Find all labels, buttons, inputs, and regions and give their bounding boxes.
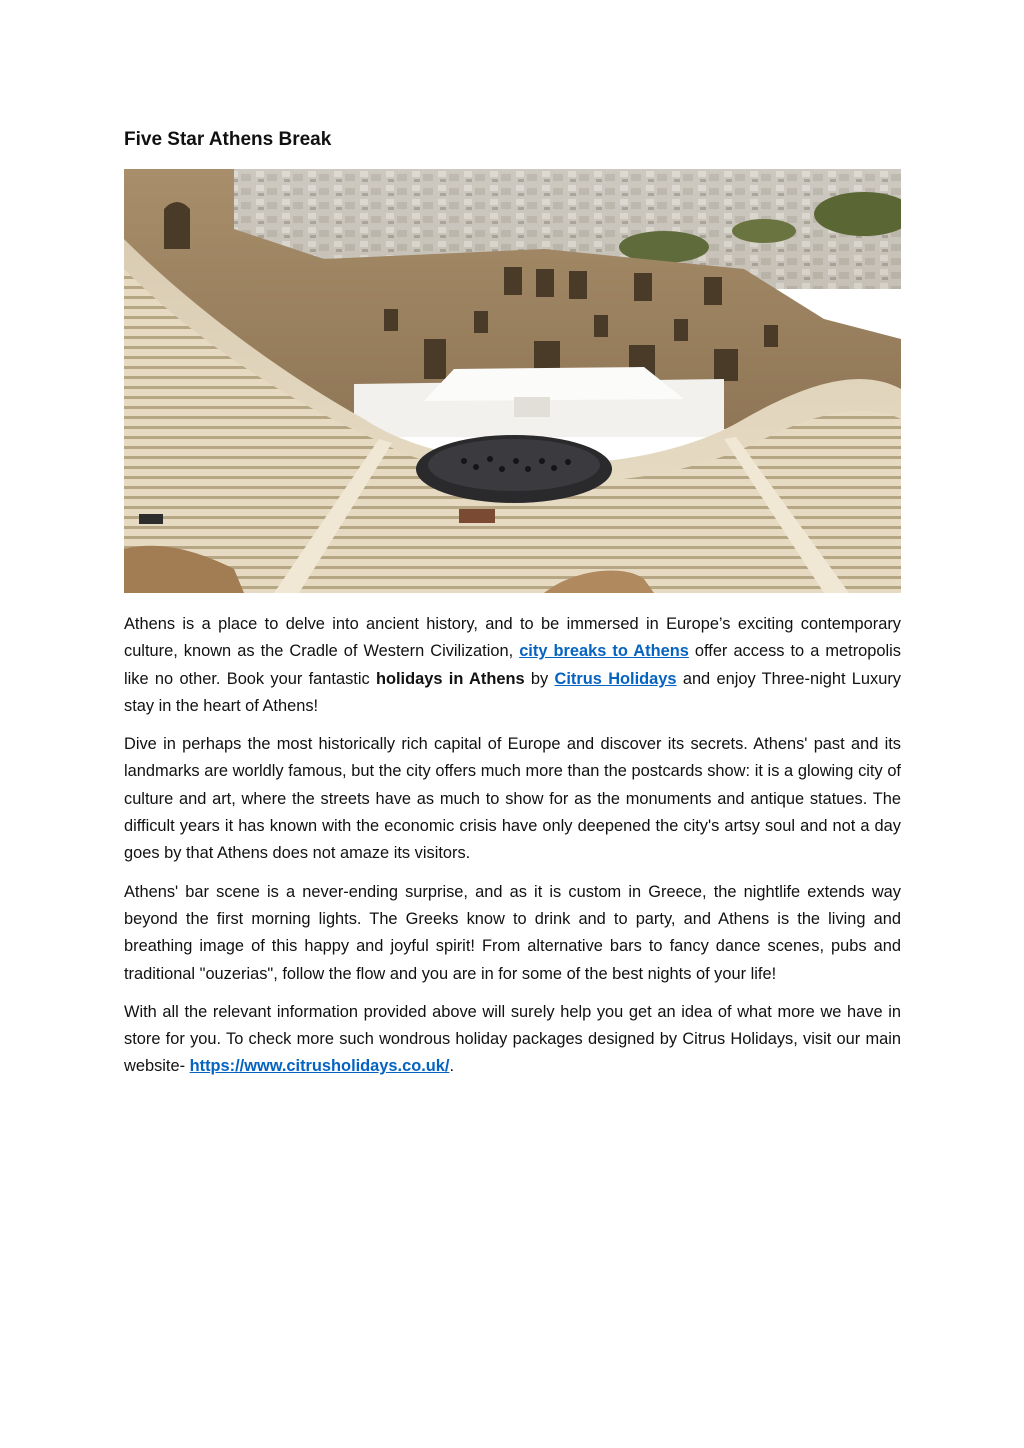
closing-paragraph [124,999,901,1081]
intro-text-1: Athens is a place to delve into ancient history, and to be immersed in Europe’s exciting contemporary culture, known as the Cradle of Western Civilization, [124,615,901,661]
intro-paragraph [124,611,901,720]
history-paragraph: Dive in perhaps the most historically rich capital of Europe and discover its secrets. Athens' past and its landmarks are worldly famous, but the city offers much more than the postcards show: it is a glowing city of culture and art, where the streets have as much to show for as the monuments and antique statues. The difficult years it has known with the economic crisis have only deepened the city's artsy soul and not a day goes by that Athens does not amaze its visitors. [124,735,901,863]
holidays-in-athens-bold: holidays in Athens [375,669,525,688]
closing-text-2: . [449,1057,455,1076]
intro-text-3: by [524,669,555,688]
intro-text-4: and enjoy Three-night Luxury stay in the heart of Athens! [124,669,901,715]
intro-text-2: offer access to a metropolis like no other. Book your fantastic [124,642,901,688]
page-title: Five Star Athens Break [124,129,332,150]
article-body [124,611,901,1092]
citrus-holidays-link[interactable]: Citrus Holidays [554,669,677,688]
closing-text-1: With all the relevant information provided above will surely help you get an idea of what more we have in store for you. To check more such wondrous holiday packages designed by Citrus Holidays, visit our main website- [124,1002,901,1076]
website-link[interactable]: https://www.citrusholidays.co.uk/ [189,1057,450,1076]
city-breaks-athens-link[interactable]: city breaks to Athens [519,642,689,661]
nightlife-paragraph: Athens' bar scene is a never-ending surprise, and as it is custom in Greece, the nightlife extends way beyond the first morning lights. The Greeks know to drink and to party, and Athens is the living and breathing image of this happy and joyful spirit! From alternative bars to fancy dance scenes, pubs and traditional "ouzerias", follow the flow and you are in for some of the best nights of your life! [124,882,901,983]
amphitheatre-photo [124,169,901,593]
